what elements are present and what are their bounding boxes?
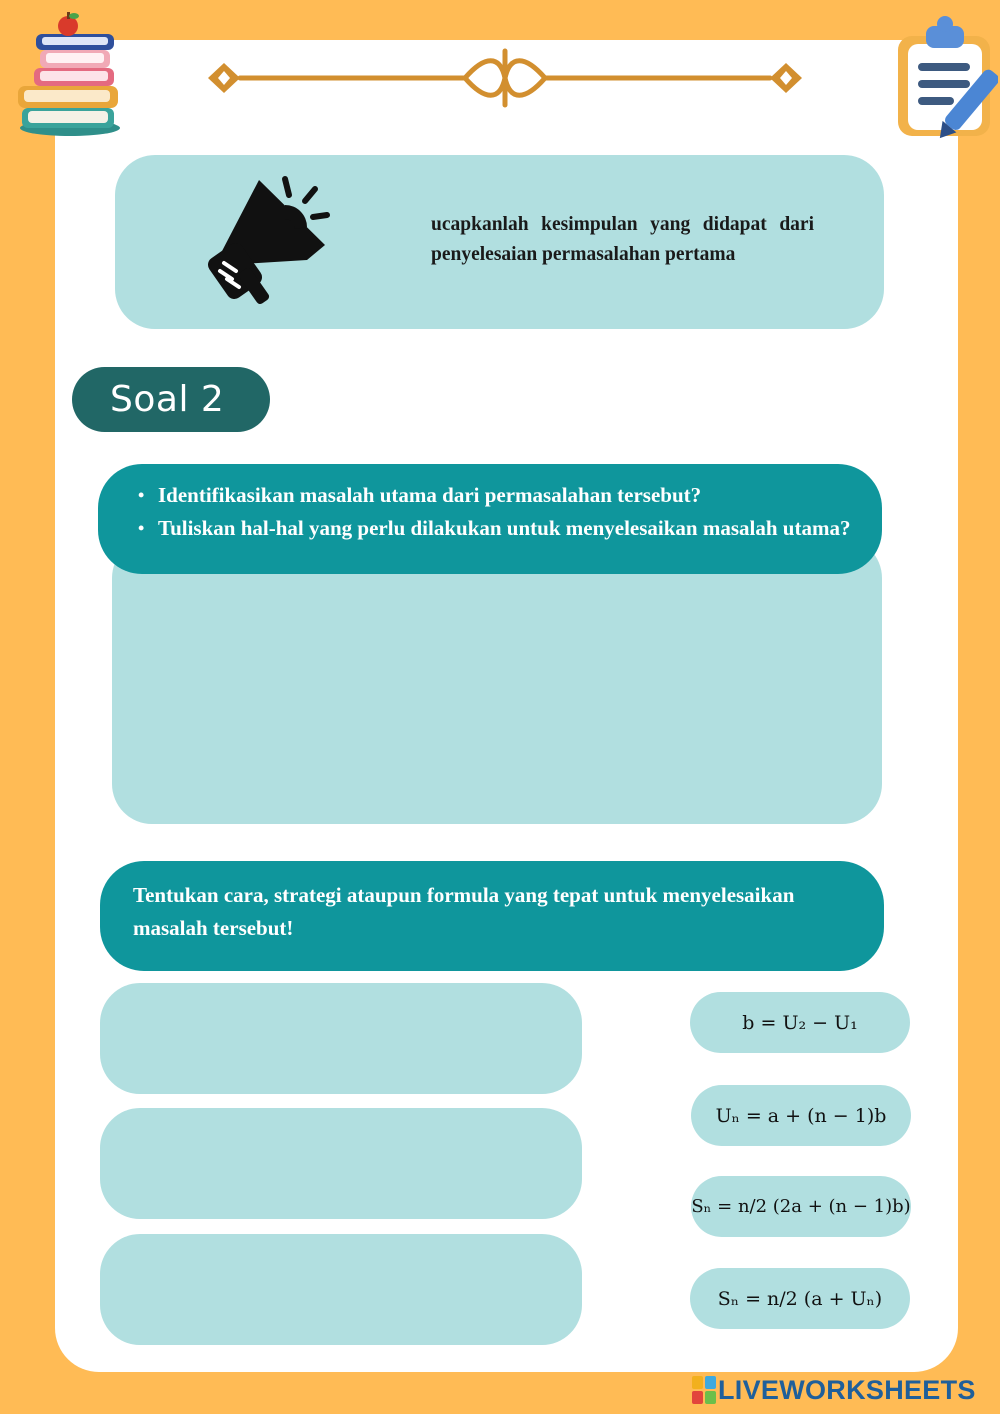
liveworksheets-brand <box>692 1374 976 1406</box>
answer-box-2[interactable] <box>100 1108 582 1219</box>
answer-box-1[interactable] <box>100 983 582 1094</box>
strategy-text: Tentukan cara, strategi ataupun formula yang tepat untuk menyelesaikan masalah tersebut! <box>133 883 795 940</box>
formula-option-sum-last-term[interactable]: Sₙ = n/2 (a + Uₙ) <box>690 1268 910 1329</box>
question-item: • Identifikasikan masalah utama dari permasalahan tersebut? <box>158 479 875 512</box>
strategy-header <box>100 861 884 971</box>
formula-option-difference[interactable]: b = U₂ − U₁ <box>690 992 910 1053</box>
conclusion-notice-box <box>115 155 884 329</box>
megaphone-icon <box>207 175 337 305</box>
brand-text: LIVEWORKSHEETS <box>718 1374 976 1405</box>
books-icon <box>14 10 124 140</box>
clipboard-icon <box>890 8 998 143</box>
question-header <box>98 464 882 574</box>
notice-text: ucapkanlah kesimpulan yang didapat dari penyelesaian permasalahan pertama <box>431 214 814 265</box>
question-item: • Tuliskan hal-hal yang perlu dilakukan untuk menyelesaikan masalah utama? <box>158 512 875 545</box>
liveworksheets-logo-icon <box>692 1376 716 1404</box>
formula-option-sum-general[interactable]: Sₙ = n/2 (2a + (n − 1)b) <box>691 1176 911 1237</box>
section-label-pill: Soal 2 <box>72 367 270 432</box>
ornament-divider <box>200 45 810 111</box>
question-list <box>158 479 875 545</box>
answer-box-questions[interactable] <box>112 538 882 824</box>
answer-box-3[interactable] <box>100 1234 582 1345</box>
formula-option-nth-term[interactable]: Uₙ = a + (n − 1)b <box>691 1085 911 1146</box>
